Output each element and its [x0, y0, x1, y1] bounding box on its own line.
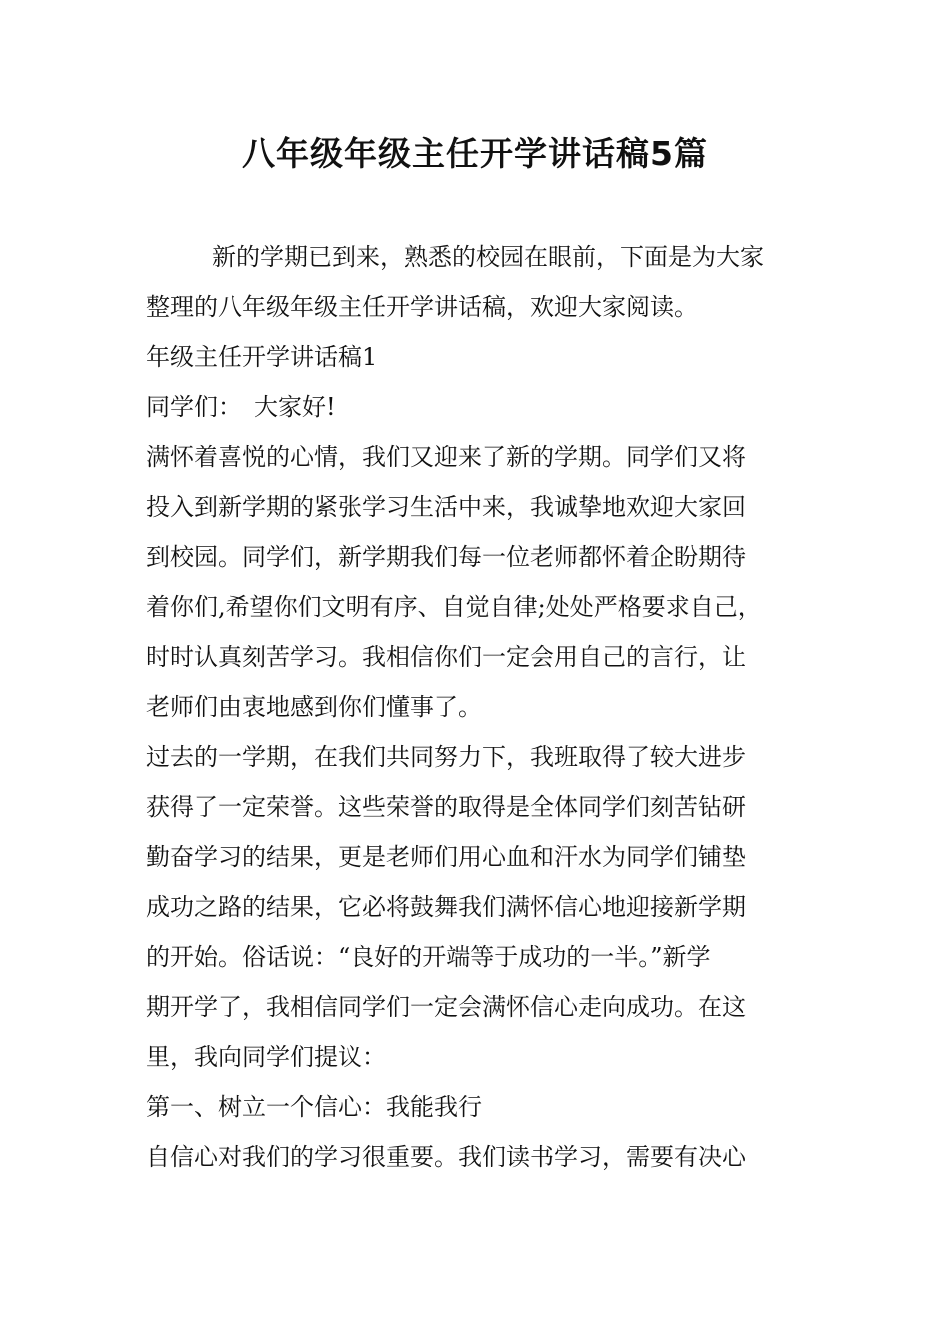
paragraph-2-line-2: 获得了一定荣誉。这些荣誉的取得是全体同学们刻苦钻研 [146, 793, 746, 821]
paragraph-1-line-2: 投入到新学期的紧张学习生活中来，我诚挚地欢迎大家回 [146, 493, 746, 521]
paragraph-2-line-7: 里，我向同学们提议： [146, 1043, 386, 1071]
paragraph-1-line-3: 到校园。同学们，新学期我们每一位老师都怀着企盼期待 [146, 543, 746, 571]
intro-line-2: 整理的八年级年级主任开学讲话稿，欢迎大家阅读。 [146, 293, 698, 321]
paragraph-1-line-1: 满怀着喜悦的心情，我们又迎来了新的学期。同学们又将 [146, 443, 746, 471]
paragraph-1-line-4: 着你们,希望你们文明有序、自觉自律;处处严格要求自己， [146, 593, 762, 621]
subheading-line: 第一、树立一个信心：我能我行 [146, 1093, 482, 1121]
greeting-line: 同学们： 大家好! [146, 393, 336, 421]
paragraph-2-line-1: 过去的一学期，在我们共同努力下，我班取得了较大进步 [146, 743, 746, 771]
intro-line-1: 新的学期已到来，熟悉的校园在眼前，下面是为大家 [212, 243, 764, 271]
document-title: 八年级年级主任开学讲话稿5篇 [242, 134, 708, 173]
paragraph-2-line-6: 期开学了，我相信同学们一定会满怀信心走向成功。在这 [146, 993, 746, 1021]
paragraph-2-line-3: 勤奋学习的结果，更是老师们用心血和汗水为同学们铺垫 [146, 843, 746, 871]
document-body [146, 232, 810, 1182]
section-heading: 年级主任开学讲话稿1 [146, 343, 378, 371]
paragraph-3-line-1: 自信心对我们的学习很重要。我们读书学习，需要有决心 [146, 1143, 746, 1171]
paragraph-1-line-6: 老师们由衷地感到你们懂事了。 [146, 693, 482, 721]
paragraph-2-line-5: 的开始。俗话说：“良好的开端等于成功的一半。”新学 [146, 943, 711, 971]
paragraph-1-line-5: 时时认真刻苦学习。我相信你们一定会用自己的言行，让 [146, 643, 746, 671]
paragraph-2-line-4: 成功之路的结果，它必将鼓舞我们满怀信心地迎接新学期 [146, 893, 746, 921]
